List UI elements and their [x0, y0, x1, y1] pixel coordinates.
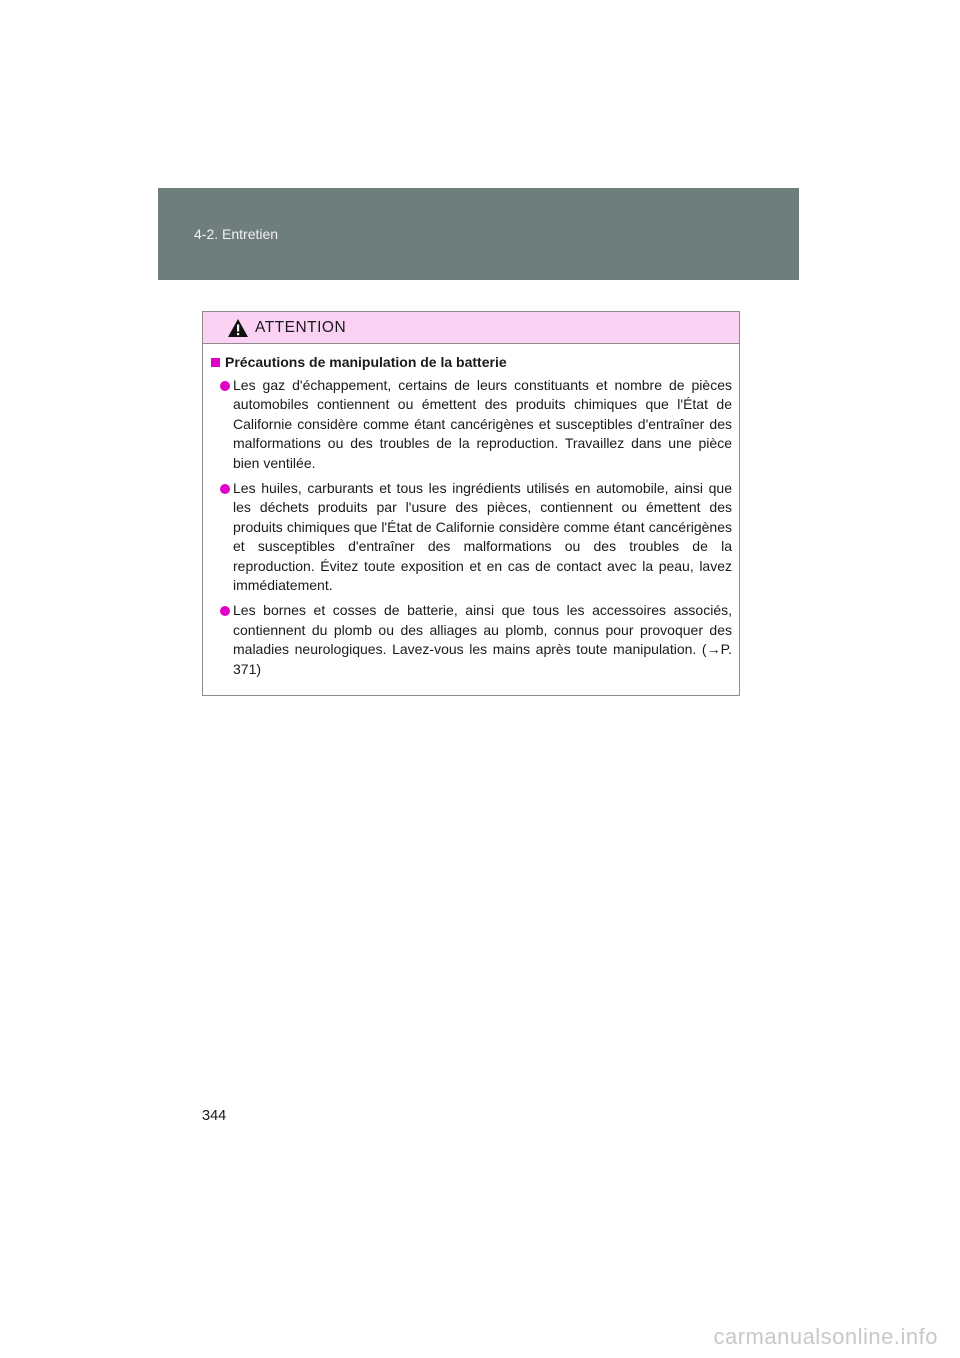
list-item — [211, 601, 732, 679]
watermark: carmanualsonline.info — [713, 1324, 938, 1349]
section-label: 4-2. Entretien — [194, 226, 279, 242]
square-bullet-icon — [211, 358, 220, 367]
header-band — [158, 188, 799, 280]
section-heading-text: Précautions de manipulation de la batterie — [225, 354, 507, 370]
caution-body — [203, 344, 739, 679]
list-item — [211, 376, 732, 473]
round-bullet-icon — [220, 484, 230, 494]
round-bullet-icon — [220, 606, 230, 616]
page-number: 344 — [202, 1108, 227, 1124]
list-item-text: Les gaz d'échappement, certains de leurs constituants et nombre de pièces automobiles contiennent ou émettent des produits chimiques que l'État de Californie considère comme étant cancérigènes et susceptibles d'entraîner des malformations ou des troubles de la reproduction. Travaillez dans une pièce bien ventilée. — [233, 377, 732, 471]
list-item-text: Les bornes et cosses de batterie, ainsi que tous les accessoires associés, contiennent du plomb ou des alliages au plomb, connus pour provoquer des maladies neurologiques. Lavez-vous les mains après toute manipulation. (→P. 371) — [233, 602, 732, 677]
caution-title: ATTENTION — [255, 318, 347, 336]
list-item-text: Les huiles, carburants et tous les ingrédients utilisés en automobile, ainsi que les déchets produits par l'usure des pièces, contiennent ou émettent des produits chimiques que l'État de Californie considère comme étant cancérigènes et susceptibles d'entraîner des malformations ou des troubles de la reproduction. Évitez toute exposition et en cas de contact avec la peau, lavez immédiatement. — [233, 480, 732, 594]
warning-triangle-icon — [227, 318, 249, 338]
round-bullet-icon — [220, 381, 230, 391]
caution-header — [203, 312, 739, 344]
caution-box — [202, 311, 740, 696]
list-item — [211, 479, 732, 595]
section-heading — [211, 354, 732, 370]
